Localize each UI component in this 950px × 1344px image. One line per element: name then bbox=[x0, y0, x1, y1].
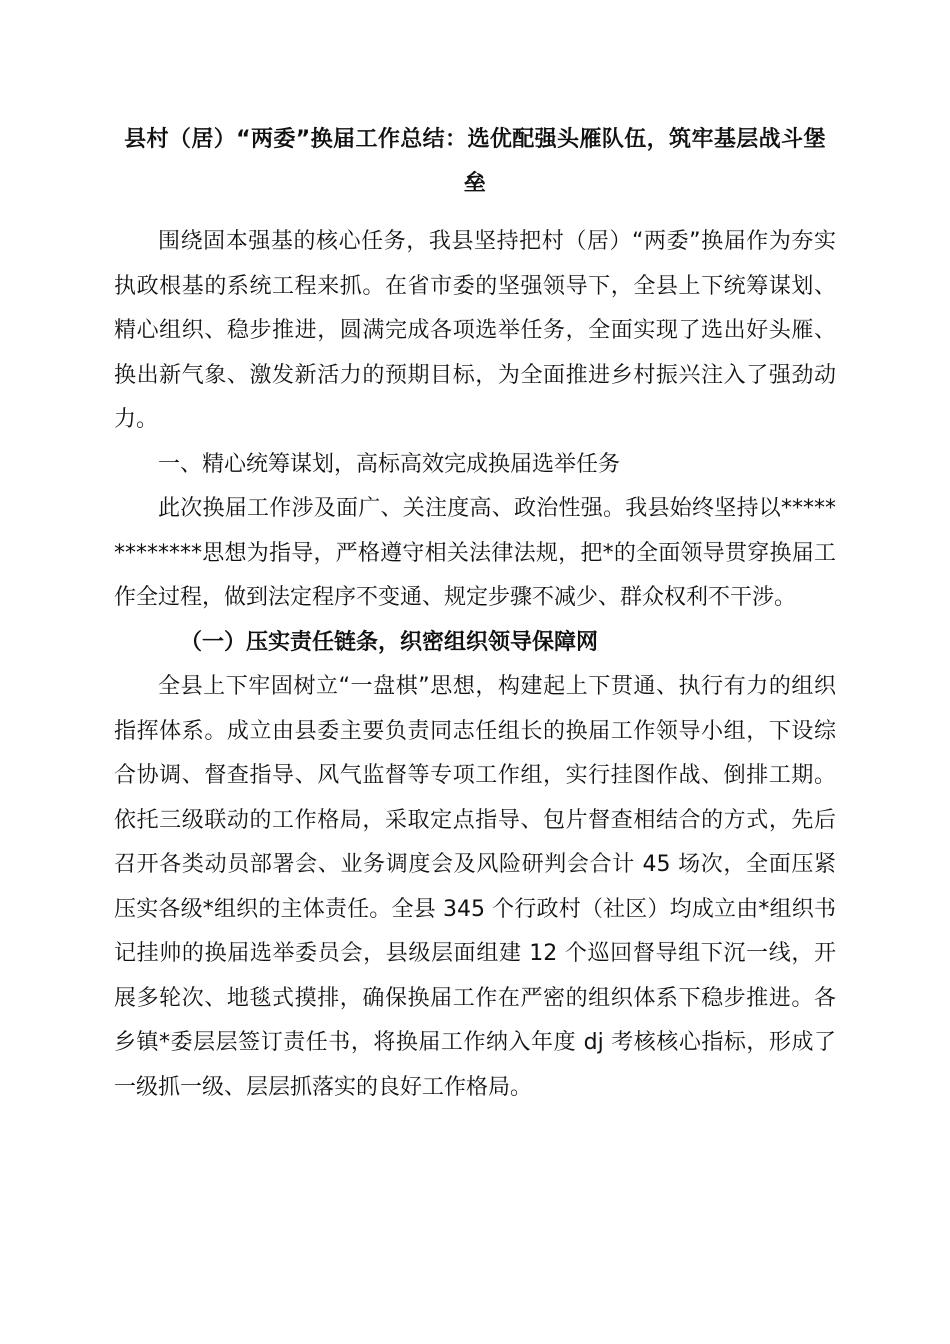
intro-paragraph: 围绕固本强基的核心任务，我县坚持把村（居）“两委”换届作为夯实执政根基的系统工程来抓。在省市委的坚强领导下，全县上下统筹谋划、精心组织、稳步推进，圆满完成各项选举任务，全面实现了选出好头雁、换出新气象、激发新活力的预期目标，为全面推进乡村振兴注入了强劲动力。 bbox=[114, 229, 836, 432]
document-body bbox=[114, 118, 836, 1110]
subsection-1-paragraph: 全县上下牢固树立“一盘棋”思想，构建起上下贯通、执行有力的组织指挥体系。成立由县委主要负责同志任组长的换届工作领导小组，下设综合协调、督查指导、风气监督等专项工作组，实行挂图作战、倒排工期。依托三级联动的工作格局，采取定点指导、包片督查相结合的方式，先后召开各类动员部署会、业务调度会及风险研判会合计 45 场次，全面压紧压实各级*组织的主体责任。全县 345 个行政村（社区）均成立由*组织书记挂帅的换届选举委员会，县级层面组建 12 个巡回督导组下沉一线，开展多轮次、地毯式摸排，确保换届工作在严密的组织体系下稳步推进。各乡镇*委层层签订责任书，将换届工作纳入年度 dj 考核核心指标，形成了一级抓一级、层层抓落实的良好工作格局。 bbox=[114, 674, 836, 1100]
subsection-heading-1: （一）压实责任链条，织密组织领导保障网 bbox=[180, 629, 599, 655]
section-1-paragraph: 此次换届工作涉及面广、关注度高、政治性强。我县始终坚持以*************思想为指导，严格遵守相关法律法规，把*的全面领导贯穿换届工作全过程，做到法定程序不变通、规定步骤不减少、群众权利不干涉。 bbox=[114, 496, 836, 610]
section-heading-1: 一、精心统筹谋划，高标高效完成换届选举任务 bbox=[158, 451, 621, 477]
document-title: 县村（居）“两委”换届工作总结：选优配强头雁队伍，筑牢基层战斗堡垒 bbox=[124, 127, 826, 196]
